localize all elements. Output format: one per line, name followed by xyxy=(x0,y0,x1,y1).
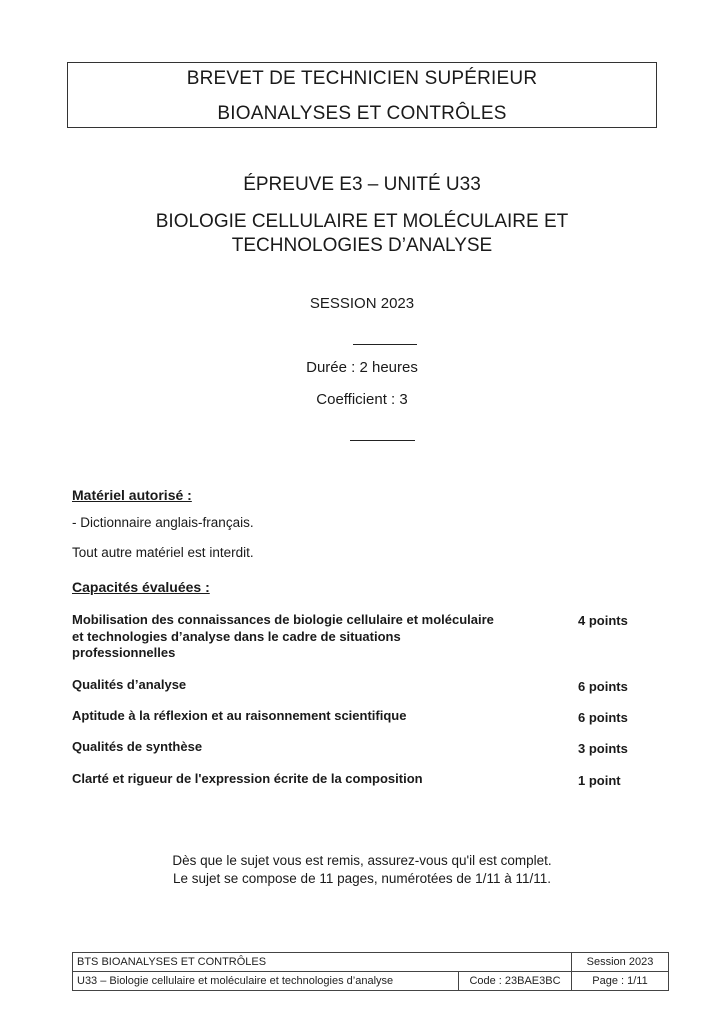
subject-line-2: TECHNOLOGIES D’ANALYSE xyxy=(231,235,493,256)
criterion-2-points: 6 points xyxy=(578,679,628,694)
footer-row-2 xyxy=(73,972,669,991)
footer-row-1 xyxy=(73,953,669,972)
footer-session: Session 2023 xyxy=(572,953,669,972)
materiel-label: Matériel autorisé : xyxy=(72,487,192,503)
criterion-2: Qualités d’analyse xyxy=(72,677,187,692)
criterion-4: Qualités de synthèse xyxy=(72,739,203,754)
header-line-2: BIOANALYSES ET CONTRÔLES xyxy=(217,103,507,124)
session-label: SESSION 2023 xyxy=(309,295,415,312)
criterion-1-line-1: Mobilisation des connaissances de biologie cellulaire et moléculaire xyxy=(72,612,494,627)
criterion-1 xyxy=(72,612,494,662)
criterion-4-points: 3 points xyxy=(578,741,628,756)
materiel-note: Tout autre matériel est interdit. xyxy=(72,545,254,560)
criterion-5: Clarté et rigueur de l'expression écrite de la composition xyxy=(72,771,423,786)
divider-bottom xyxy=(350,440,415,441)
header-line-1: BREVET DE TECHNICIEN SUPÉRIEUR xyxy=(186,68,538,89)
notice-line-2: Le sujet se compose de 11 pages, numérotées de 1/11 à 11/11. xyxy=(172,871,551,886)
divider-top xyxy=(353,344,417,345)
criterion-5-points: 1 point xyxy=(578,773,621,788)
epreuve-title: ÉPREUVE E3 – UNITÉ U33 xyxy=(243,174,481,195)
footer-program: BTS BIOANALYSES ET CONTRÔLES xyxy=(73,953,572,972)
criterion-1-points: 4 points xyxy=(578,613,628,628)
footer-table xyxy=(72,952,669,991)
criterion-3: Aptitude à la réflexion et au raisonnement scientifique xyxy=(72,708,407,723)
criterion-1-line-2: et technologies d’analyse dans le cadre de situations xyxy=(72,628,401,644)
notice-line-1: Dès que le sujet vous est remis, assurez-vous qu'il est complet. xyxy=(172,853,552,868)
criterion-1-line-3: professionnelles xyxy=(72,645,176,660)
materiel-item: - Dictionnaire anglais-français. xyxy=(72,515,254,530)
footer-code: Code : 23BAE3BC xyxy=(459,972,572,991)
duree-label: Durée : 2 heures xyxy=(306,359,418,376)
footer-unit: U33 – Biologie cellulaire et moléculaire et technologies d’analyse xyxy=(73,972,459,991)
coefficient-label: Coefficient : 3 xyxy=(316,391,408,408)
subject-line-1: BIOLOGIE CELLULAIRE ET MOLÉCULAIRE ET xyxy=(155,211,569,232)
footer-page: Page : 1/11 xyxy=(572,972,669,991)
criterion-3-points: 6 points xyxy=(578,710,628,725)
capacites-label: Capacités évaluées : xyxy=(72,579,210,595)
